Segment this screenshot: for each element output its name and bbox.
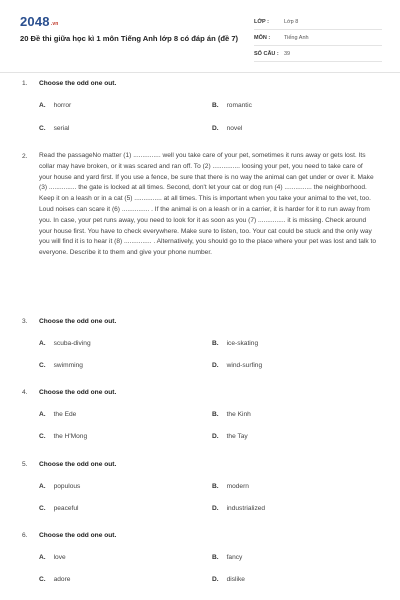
option-text: the Tay xyxy=(226,433,248,440)
option-letter: C. xyxy=(39,576,46,583)
option-letter: C. xyxy=(39,125,46,132)
option-text: swimming xyxy=(53,362,83,369)
question-prompt: Choose the odd one out. xyxy=(39,389,117,396)
option-text: romantic xyxy=(226,102,252,109)
option-text: modern xyxy=(226,483,249,490)
option-letter: C. xyxy=(39,505,46,512)
question-prompt: Choose the odd one out. xyxy=(39,318,117,325)
option-text: ice-skating xyxy=(226,340,259,347)
meta-value: 39 xyxy=(284,50,291,57)
option-letter: B. xyxy=(212,102,219,109)
option-text: populous xyxy=(53,483,81,490)
answer-option[interactable] xyxy=(39,362,83,369)
option-text: horror xyxy=(53,102,72,109)
question-prompt: Choose the odd one out. xyxy=(39,532,117,539)
option-text: fancy xyxy=(226,554,243,561)
option-letter: D. xyxy=(212,505,219,512)
option-text: peaceful xyxy=(53,505,79,512)
meta-row-subject xyxy=(254,30,382,46)
answer-option[interactable] xyxy=(212,340,258,347)
question-number: 3. xyxy=(22,318,28,325)
answer-option[interactable] xyxy=(39,576,70,583)
page-header xyxy=(0,0,400,68)
option-letter: A. xyxy=(39,554,46,561)
option-letter: A. xyxy=(39,340,46,347)
logo-suffix: .vn xyxy=(50,21,59,27)
answer-option[interactable] xyxy=(212,102,252,109)
option-text: the Ede xyxy=(53,411,77,418)
question-number: 1. xyxy=(22,80,28,87)
meta-label: MÔN : xyxy=(254,34,271,41)
question-prompt: Choose the odd one out. xyxy=(39,80,117,87)
answer-option[interactable] xyxy=(212,411,251,418)
answer-option[interactable] xyxy=(39,433,87,440)
answer-option[interactable] xyxy=(212,433,248,440)
option-letter: C. xyxy=(39,433,46,440)
answer-option[interactable] xyxy=(212,554,242,561)
question-number: 4. xyxy=(22,389,28,396)
answer-option[interactable] xyxy=(212,576,245,583)
option-letter: C. xyxy=(39,362,46,369)
option-letter: D. xyxy=(212,362,219,369)
question-number: 6. xyxy=(22,532,28,539)
option-text: industrialized xyxy=(226,505,266,512)
reading-passage: Read the passageNo matter (1) ............... well you take care of your pet, sometimes it runs away or gets lost. Its collar may have broken, or it was scared and ran off. To (2) ............... loosing your pet, you need to take care of your house and yard first. If you use a fence, be sure that there is no way the animal can get under or over it. Make (3) ............... the gate is locked at all times. Second, don't let your cat or dog run (4) ............... the neighborhood. Keep it on a leash or in a cat (5) ............... at all times. This is important when you take your animal to the vet, too. Loud noises can scare it (6) ............... . If the animal is on a leash or in a carrier, it is harder for it to run away from you. In case, your pet runs away, you need to look for it as soon as you (7) ............... it is missing. Check around your house first. You have to check everywhere. Make sure to listen, too. Your cat could be stuck and the only way you will find it is to hear it (8) ............... . Alternatively, you should go to the place where your pet was lost and talk to everyone. Describe it to them and give your phone number. xyxy=(39,152,377,257)
option-text: scuba-diving xyxy=(53,340,91,347)
option-letter: A. xyxy=(39,483,46,490)
logo-text: 2048 xyxy=(20,14,50,29)
answer-option[interactable] xyxy=(212,505,265,512)
exam-meta xyxy=(254,14,382,62)
option-letter: B. xyxy=(212,411,219,418)
option-letter: D. xyxy=(212,433,219,440)
option-letter: B. xyxy=(212,340,219,347)
option-text: dislike xyxy=(226,576,245,583)
meta-label: SỐ CÂU : xyxy=(254,50,279,57)
site-logo[interactable] xyxy=(20,14,59,29)
option-letter: B. xyxy=(212,554,219,561)
question-number: 2. xyxy=(22,153,28,160)
meta-label: LỚP : xyxy=(254,18,269,25)
answer-option[interactable] xyxy=(212,483,249,490)
answer-option[interactable] xyxy=(39,102,71,109)
meta-row-class xyxy=(254,14,382,30)
header-divider xyxy=(0,72,400,73)
page-title: 20 Đề thi giữa học kì 1 môn Tiếng Anh lớp 8 có đáp án (đề 7) xyxy=(20,34,239,43)
meta-value: Tiếng Anh xyxy=(284,34,309,41)
question-prompt: Choose the odd one out. xyxy=(39,461,117,468)
answer-option[interactable] xyxy=(212,362,262,369)
option-text: the H'Mong xyxy=(53,433,88,440)
option-letter: D. xyxy=(212,125,219,132)
option-text: adore xyxy=(53,576,71,583)
option-letter: A. xyxy=(39,411,46,418)
option-text: wind-surfing xyxy=(226,362,263,369)
answer-option[interactable] xyxy=(212,125,242,132)
meta-row-count xyxy=(254,46,382,62)
option-text: serial xyxy=(53,125,70,132)
answer-option[interactable] xyxy=(39,411,76,418)
option-text: love xyxy=(53,554,66,561)
meta-value: Lớp 8 xyxy=(284,18,299,25)
answer-option[interactable] xyxy=(39,483,80,490)
answer-option[interactable] xyxy=(39,340,91,347)
option-text: novel xyxy=(226,125,243,132)
option-letter: D. xyxy=(212,576,219,583)
option-letter: A. xyxy=(39,102,46,109)
answer-option[interactable] xyxy=(39,505,79,512)
answer-option[interactable] xyxy=(39,125,69,132)
option-text: the Kinh xyxy=(226,411,251,418)
answer-option[interactable] xyxy=(39,554,66,561)
option-letter: B. xyxy=(212,483,219,490)
question-number: 5. xyxy=(22,461,28,468)
